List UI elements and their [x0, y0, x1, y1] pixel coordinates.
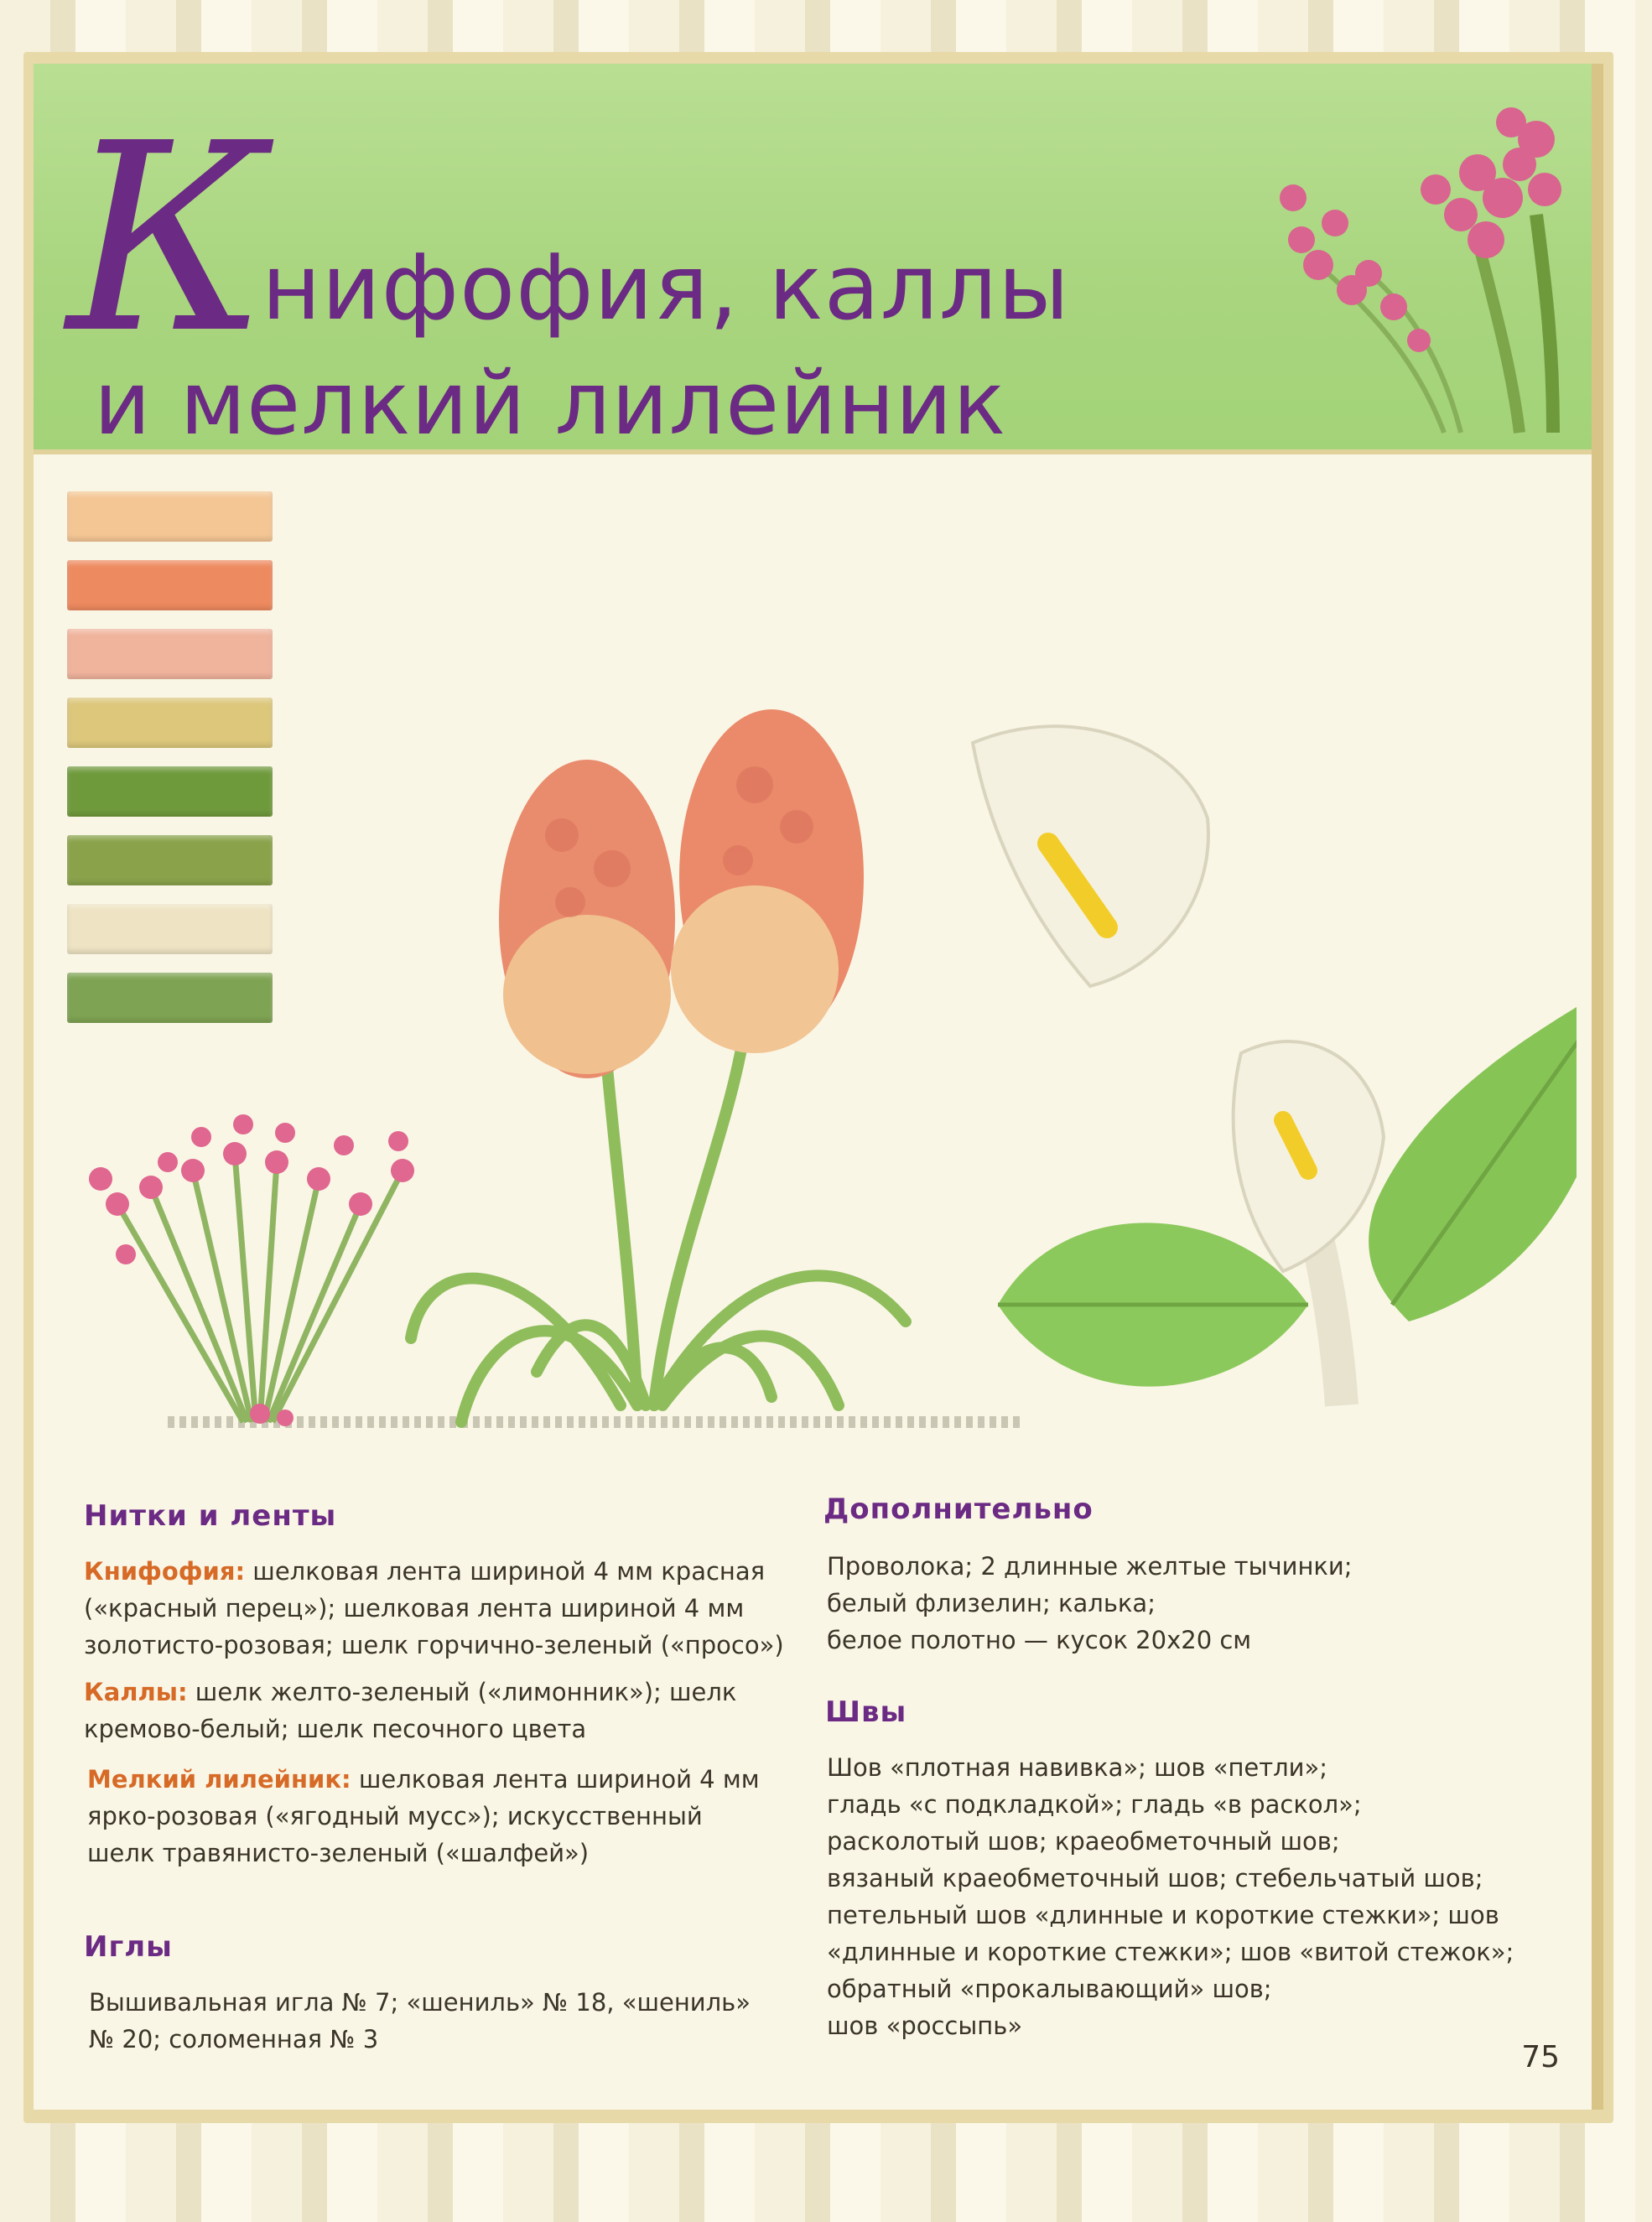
stitches-line-3: расколотый шов; краеобметочный шов; [827, 1827, 1340, 1856]
stitches-line-8: шов «россыпь» [827, 2012, 1023, 2040]
threads-kally-text [84, 1674, 736, 1747]
threads-knifofia-text [84, 1553, 784, 1664]
knifofia-line-2: («красный перец»); шелковая лента шириной 4 мм [84, 1594, 745, 1622]
lileynik-line-3: шелк травянисто-зеленый («шалфей») [87, 1839, 590, 1867]
header-band [34, 64, 1603, 454]
kally-label: Каллы: [84, 1678, 188, 1706]
calla-plant [973, 726, 1577, 1405]
stitches-text [827, 1749, 1514, 2044]
additional-line-2: белый флизелин; калька; [827, 1589, 1156, 1617]
additional-line-1: Проволока; 2 длинные желтые тычинки; [827, 1552, 1353, 1581]
title-line-2: и мелкий лилейник [94, 352, 1007, 454]
knifofia-label: Книфофия: [84, 1557, 246, 1586]
knifofia-line-3: золотисто-розовая; шелк горчично-зеленый («просо») [84, 1631, 784, 1659]
needles-text [89, 1984, 751, 2058]
stitches-line-2: гладь «с подкладкой»; гладь «в раскол»; [827, 1790, 1362, 1819]
threads-heading: Нитки и ленты [84, 1499, 337, 1533]
page-number: 75 [1521, 2040, 1560, 2074]
stitches-line-6: «длинные и короткие стежки»; шов «витой стежок»; [827, 1938, 1514, 1966]
title-line-1: нифофия, каллы [262, 236, 1071, 340]
needles-line-1: Вышивальная игла № 7; «шениль» № 18, «шениль» [89, 1988, 751, 2017]
thread-swatch [67, 491, 273, 542]
daylily-plant [89, 1114, 414, 1426]
stitches-heading: Швы [825, 1695, 907, 1729]
additional-heading: Дополнительно [823, 1493, 1094, 1526]
needles-line-2: № 20; соломенная № 3 [89, 2025, 379, 2053]
stitches-line-5: петельный шов «длинные и короткие стежки»; шов [827, 1901, 1499, 1929]
knifofia-plant [411, 709, 906, 1422]
lileynik-line-1: шелковая лента шириной 4 мм [351, 1765, 760, 1794]
needles-heading: Иглы [84, 1930, 173, 1964]
title-initial: К [67, 88, 260, 391]
kally-line-1: шелк желто-зеленый («лимонник»); шелк [187, 1678, 737, 1706]
lileynik-line-2: ярко-розовая («ягодный мусс»); искусственный [87, 1802, 703, 1830]
threads-lileynik-text [87, 1761, 760, 1872]
page-edge-bar [1592, 64, 1603, 2110]
stitches-line-1: Шов «плотная навивка»; шов «петли»; [827, 1753, 1328, 1782]
kally-line-2: кремово-белый; шелк песочного цвета [84, 1715, 587, 1743]
additional-line-3: белое полотно — кусок 20х20 см [827, 1626, 1252, 1654]
knifofia-line-1: шелковая лента шириной 4 мм красная [245, 1557, 766, 1586]
embroidery-picture [67, 667, 1577, 1506]
additional-text [827, 1548, 1353, 1659]
stitches-line-7: обратный «прокалывающий» шов; [827, 1975, 1272, 2003]
thread-swatch [67, 560, 273, 610]
decorative-flower-sprig [1268, 89, 1595, 441]
book-page [34, 64, 1603, 2110]
stitches-line-4: вязаный краеобметочный шов; стебельчатый шов; [827, 1864, 1483, 1892]
lileynik-label: Мелкий лилейник: [87, 1765, 351, 1794]
embroidery-illustration [67, 667, 1577, 1506]
